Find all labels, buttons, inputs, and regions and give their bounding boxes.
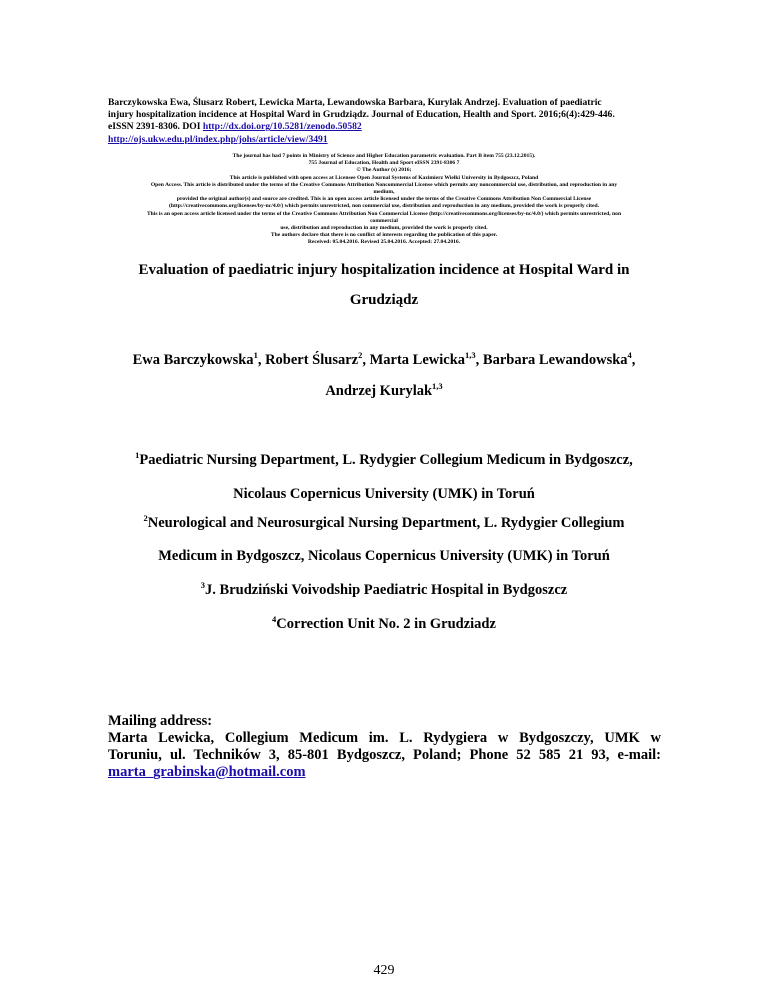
author-name: Robert Ślusarz: [265, 352, 359, 368]
mailing-heading: Mailing address:: [108, 713, 213, 729]
author-separator: ,: [362, 352, 370, 368]
affiliation-3: [60, 582, 708, 599]
affiliation-2-cont: Medicum in Bydgoszcz, Nicolaus Copernicus University (UMK) in Toruń: [158, 548, 610, 564]
affiliation-text: Correction Unit No. 2 in Grudziadz: [276, 616, 496, 632]
license-notice: [48, 153, 720, 247]
notice-line: The journal has had 7 points in Ministry of Science and Higher Education parametric evaluation. Part B item 755 (23.12.2015).: [232, 153, 536, 159]
author-affiliation-mark: 2: [358, 350, 363, 361]
notice-line: Received: 05.04.2016. Revised 25.04.2016. Accepted: 27.04.2016.: [307, 239, 461, 246]
notice-line: provided the original author(s) and source are credited. This is an open access article licensed under the terms of the Creative Commons Attribution Non Commercial License: [176, 196, 592, 203]
notice-line: use, distribution and reproduction in any medium, provided the work is properly cited.: [280, 225, 488, 232]
affiliation-mark: 3: [200, 580, 206, 591]
affiliation-4: [60, 616, 708, 633]
mailing-address: [108, 713, 661, 781]
article-title-line-2: Grudziądz: [349, 292, 419, 308]
author-separator: ,: [257, 352, 266, 368]
notice-line: © The Author (s) 2016;: [356, 167, 412, 174]
affiliation-1-cont: Nicolaus Copernicus University (UMK) in Toruń: [233, 486, 535, 502]
citation-block: [108, 97, 660, 146]
doi-link[interactable]: http://dx.doi.org/10.5281/zenodo.50582: [202, 121, 362, 133]
author-list: [60, 352, 708, 369]
page-number: 429: [373, 963, 395, 978]
author-name: Barbara Lewandowska: [482, 352, 628, 368]
notice-line: This is an open access article licensed under the terms of the Creative Commons Attribution Non Commercial License (http://creativecommons.org/licenses/by-nc/4.0/) which permits unrestricted, non: [146, 210, 622, 217]
author-affiliation-mark: 1: [253, 350, 258, 361]
email-link[interactable]: marta_grabinska@hotmail.com: [108, 764, 306, 780]
affiliation-mark: 1: [135, 450, 140, 461]
article-title-line-1: Evaluation of paediatric injury hospitalization incidence at Hospital Ward in: [138, 262, 630, 278]
affiliation-mark: 2: [143, 513, 148, 524]
affiliation-2: [60, 515, 708, 532]
notice-line: medium,: [373, 189, 395, 196]
affiliation-1: [60, 452, 708, 469]
notice-line: The authors declare that there is no conflict of interests regarding the publication of this paper.: [270, 232, 498, 239]
author-name: Ewa Barczykowska: [132, 352, 254, 368]
notice-line: 755 Journal of Education, Health and Sport eISSN 2391-8306 7: [308, 160, 460, 167]
author-separator: ,: [475, 352, 483, 368]
author-affiliation-mark: 1,3: [432, 381, 443, 392]
citation-issn: eISSN 2391-8306. DOI: [108, 121, 203, 133]
author-name: Andrzej Kurylak: [325, 383, 433, 399]
notice-line: Open Access. This article is distributed under the terms of the Creative Commons Attribution Noncommercial License which permits any noncommercial use, distribution, and reproduction in any: [150, 181, 618, 188]
author-affiliation-mark: 1,3: [465, 350, 476, 361]
citation-line: Barczykowska Ewa, Ślusarz Robert, Lewicka Marta, Lewandowska Barbara, Kurylak Andrzej. Evaluation of paediatric: [108, 97, 602, 108]
notice-line: (http://creativecommons.org/licenses/by-nc/4.0/) which permits unrestricted, non commercial use, distribution and reproduction in any medium, provided the work is properly cited.: [169, 203, 599, 210]
affiliation-text: Neurological and Neurosurgical Nursing Department, L. Rydygier Collegium: [147, 515, 625, 531]
author-affiliation-mark: 4: [627, 350, 632, 361]
affiliation-mark: 4: [272, 614, 277, 625]
citation-line: injury hospitalization incidence at Hospital Ward in Grudziądz. Journal of Education, Health and Sport. 2016;6(4):429-446.: [108, 109, 615, 121]
citation-line: [108, 134, 660, 146]
article-url-link[interactable]: http://ojs.ukw.edu.pl/index.php/johs/article/view/3491: [108, 133, 328, 145]
affiliation-text: J. Brudziński Voivodship Paediatric Hospital in Bydgoszcz: [205, 582, 568, 598]
author-separator: ,: [631, 352, 636, 368]
mailing-line: [108, 764, 661, 781]
author-name: Marta Lewicka: [369, 352, 466, 368]
notice-line: This article is published with open access at Licensee Open Journal Systems of Kazimierz Wielki University in Bydgoszcz, Poland: [229, 174, 539, 181]
mailing-line: Toruniu, ul. Techników 3, 85-801 Bydgoszcz, Poland; Phone 52 585 21 93, e-mail:: [108, 747, 661, 763]
notice-line: commercial: [370, 217, 398, 224]
mailing-line: Marta Lewicka, Collegium Medicum im. L. Rydygiera w Bydgoszczy, UMK w: [108, 730, 661, 746]
citation-line: [108, 121, 660, 133]
author-list-line-2: [60, 383, 708, 400]
affiliation-text: Paediatric Nursing Department, L. Rydygier Collegium Medicum in Bydgoszcz,: [139, 452, 633, 468]
